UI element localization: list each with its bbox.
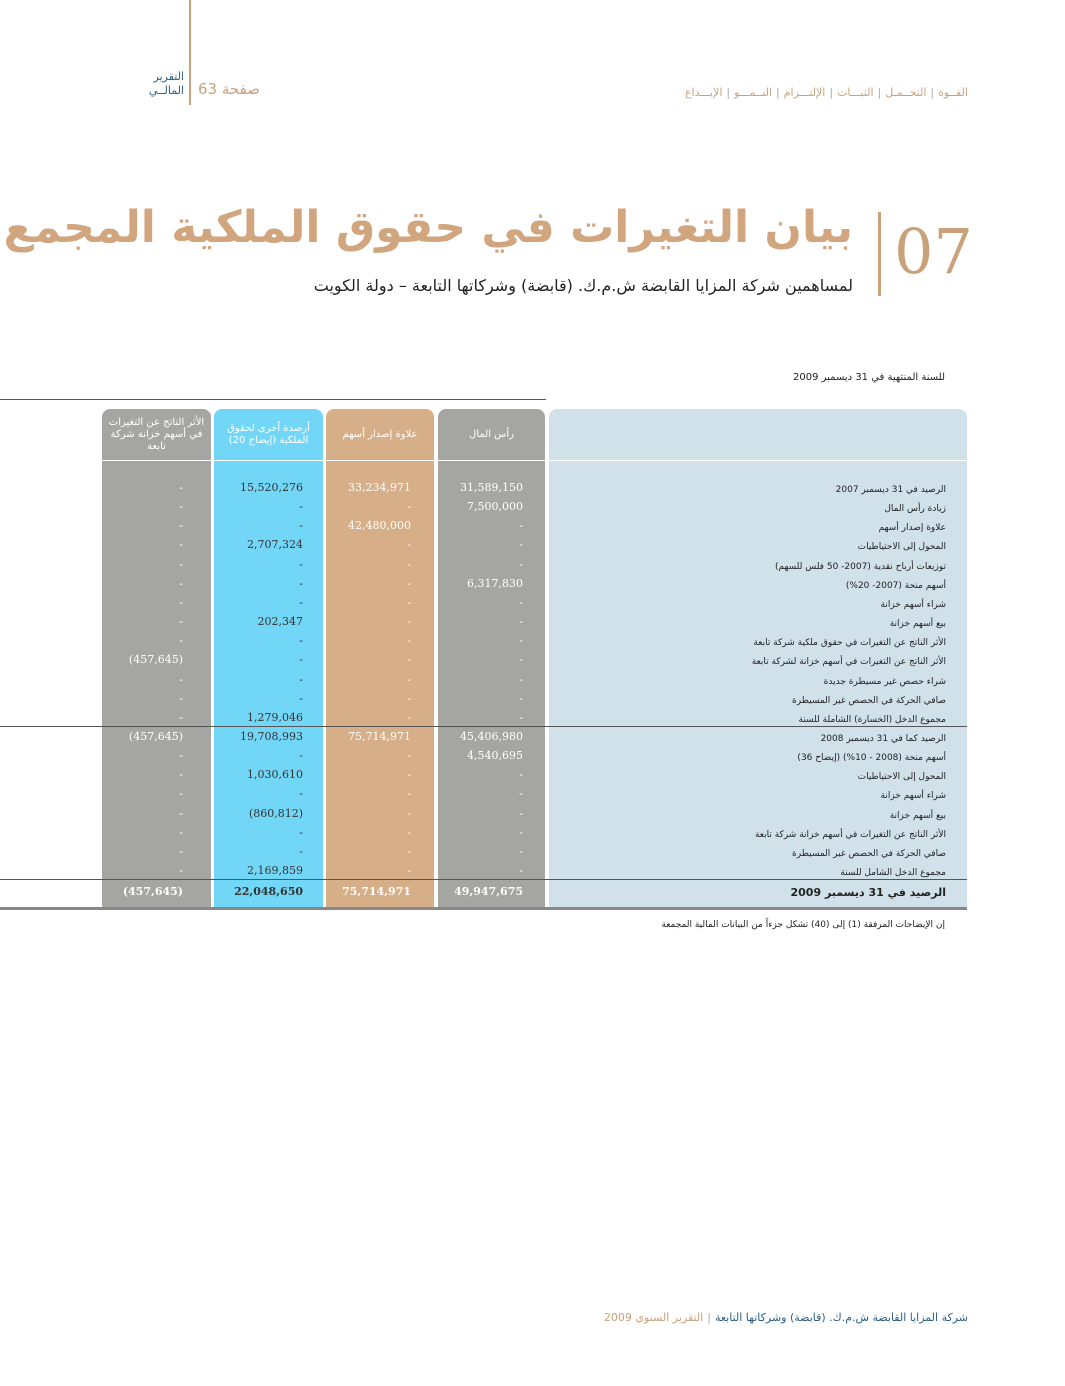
row-description: مجموع الدخل الشامل للسنة (840, 868, 946, 878)
cell-other-equity: 22,048,650 (234, 885, 303, 898)
cell-other-equity: - (299, 558, 303, 571)
cell-other-equity: - (299, 749, 303, 762)
report-label (132, 70, 184, 98)
value-item: الإلتـــزام (783, 86, 826, 99)
table-row (0, 497, 967, 516)
cell-other-equity: - (299, 577, 303, 590)
cell-other-equity: - (299, 826, 303, 839)
period-note: للسنة المنتهية في 31 ديسمبر 2009 (793, 372, 945, 383)
row-separator-2008 (0, 726, 967, 727)
cell-other-equity: - (299, 596, 303, 609)
value-item: الثبـــات (837, 86, 874, 99)
cell-other-equity: - (299, 500, 303, 513)
table-row (0, 516, 967, 535)
row-description: شراء أسهم خزانة (880, 600, 946, 610)
cell-treasury-effect: (457,645) (128, 653, 183, 666)
cell-capital: 49,947,675 (454, 885, 523, 898)
table-row (0, 882, 967, 901)
row-description: صافي الحركة في الحصص غير المسيطرة (792, 696, 946, 706)
cell-capital: - (519, 787, 523, 800)
header-rule-premium (326, 460, 434, 461)
cell-treasury-effect: (457,645) (122, 885, 183, 898)
row-description: الرصيد في 31 ديسمبر 2009 (790, 886, 946, 899)
cell-share-premium: - (407, 787, 411, 800)
cell-treasury-effect: - (179, 615, 183, 628)
values-separator: | (930, 86, 935, 99)
cell-other-equity: 202,347 (257, 615, 303, 628)
header-rule-other (214, 460, 323, 461)
cell-other-equity: 2,707,324 (247, 538, 303, 551)
cell-treasury-effect: - (179, 519, 183, 532)
row-description: الرصيد في 31 ديسمبر 2007 (835, 485, 946, 495)
table-row (0, 650, 967, 669)
row-description: الأثر الناتج عن التغيرات في أسهم خزانة شركة تابعة (754, 830, 946, 840)
header-rule-capital (438, 460, 545, 461)
footer-separator: | (707, 1311, 711, 1324)
cell-capital: - (519, 864, 523, 877)
table-row (0, 804, 967, 823)
table-row (0, 727, 967, 746)
table-row (0, 555, 967, 574)
table-footnote: إن الإيضاحات المرفقة (1) إلى (40) تشكل جزءاً من البيانات المالية المجمعة (661, 920, 945, 930)
cell-capital: - (519, 692, 523, 705)
row-description: أسهم منحة (2008 - 10%) (إيضاح 36) (797, 753, 946, 763)
row-description: الأثر الناتج عن التغيرات في أسهم خزانة لشركة تابعة (751, 657, 946, 667)
cell-share-premium: - (407, 577, 411, 590)
row-description: صافي الحركة في الحصص غير المسيطرة (792, 849, 946, 859)
cell-treasury-effect: (457,645) (128, 730, 183, 743)
cell-share-premium: - (407, 615, 411, 628)
page-indicator (198, 80, 260, 98)
values-separator: | (726, 86, 731, 99)
page-footer (604, 1311, 968, 1324)
cell-capital: - (519, 519, 523, 532)
table-top-rule (0, 399, 546, 400)
cell-other-equity: - (299, 653, 303, 666)
footer-company: شركة المزايا القابضة ش.م.ك. (قابضة) وشركاتها التابعة (714, 1311, 968, 1324)
report-label-line2: المالــي (148, 84, 184, 97)
cell-share-premium: - (407, 653, 411, 666)
table-row (0, 842, 967, 861)
row-description: المحول إلى الاحتياطيات (857, 772, 946, 782)
row-description: أسهم منحة (2007- 20%) (845, 581, 946, 591)
values-nav (685, 86, 968, 99)
cell-share-premium: 75,714,971 (342, 885, 411, 898)
cell-treasury-effect: - (179, 845, 183, 858)
cell-other-equity: 15,520,276 (240, 481, 303, 494)
cell-share-premium: - (407, 538, 411, 551)
cell-share-premium: 33,234,971 (348, 481, 411, 494)
cell-share-premium: 42,480,000 (348, 519, 411, 532)
cell-share-premium: - (407, 711, 411, 724)
row-description: الرصيد كما في 31 ديسمبر 2008 (820, 734, 946, 744)
row-description: علاوة إصدار أسهم (878, 523, 946, 533)
title-divider (878, 212, 881, 296)
cell-treasury-effect: - (179, 787, 183, 800)
cell-treasury-effect: - (179, 673, 183, 686)
page-subtitle: لمساهمين شركة المزايا القابضة ش.م.ك. (قابضة) وشركاتها التابعة – دولة الكويت (313, 276, 853, 295)
row-description: شراء حصص غير مسيطرة جديدة (823, 677, 946, 687)
table-row (0, 708, 967, 727)
header-capital: رأس المال (469, 429, 514, 440)
header-share-premium: علاوة إصدار أسهم (342, 429, 418, 440)
value-item: النــمـــو (734, 86, 773, 99)
cell-capital: - (519, 807, 523, 820)
cell-capital: - (519, 558, 523, 571)
table-row (0, 861, 967, 880)
cell-capital: - (519, 768, 523, 781)
cell-capital: - (519, 634, 523, 647)
table-row (0, 670, 967, 689)
page-title: بيان التغيرات في حقوق الملكية المجمع (3, 202, 853, 253)
report-label-line1: التقرير (153, 70, 184, 83)
row-description: مجموع الدخل (الخسارة) الشاملة للسنة (798, 715, 946, 725)
chapter-number: 07 (894, 215, 973, 288)
cell-treasury-effect: - (179, 826, 183, 839)
table-bottom-rule (0, 907, 967, 910)
cell-share-premium: - (407, 558, 411, 571)
table-row (0, 535, 967, 554)
cell-treasury-effect: - (179, 481, 183, 494)
cell-capital: - (519, 538, 523, 551)
cell-other-equity: - (299, 787, 303, 800)
cell-other-equity: (860,812) (248, 807, 303, 820)
table-row (0, 689, 967, 708)
cell-other-equity: - (299, 673, 303, 686)
cell-capital: - (519, 596, 523, 609)
value-item: القــوة (938, 86, 968, 99)
cell-share-premium: - (407, 500, 411, 513)
cell-other-equity: 2,169,859 (247, 864, 303, 877)
cell-share-premium: 75,714,971 (348, 730, 411, 743)
cell-treasury-effect: - (179, 500, 183, 513)
table-row (0, 593, 967, 612)
cell-capital: 31,589,150 (460, 481, 523, 494)
cell-share-premium: - (407, 634, 411, 647)
row-description: المحول إلى الاحتياطيات (857, 542, 946, 552)
cell-capital: - (519, 653, 523, 666)
cell-share-premium: - (407, 845, 411, 858)
cell-treasury-effect: - (179, 807, 183, 820)
table-row (0, 746, 967, 765)
row-separator-2009 (0, 879, 967, 880)
cell-treasury-effect: - (179, 768, 183, 781)
cell-capital: - (519, 845, 523, 858)
cell-other-equity: 1,279,046 (247, 711, 303, 724)
cell-other-equity: - (299, 634, 303, 647)
value-item: الإبـــداع (684, 86, 723, 99)
cell-other-equity: 1,030,610 (247, 768, 303, 781)
cell-treasury-effect: - (179, 634, 183, 647)
footer-report: التقرير السنوي 2009 (603, 1311, 704, 1324)
cell-share-premium: - (407, 673, 411, 686)
row-description: شراء أسهم خزانة (880, 791, 946, 801)
header-other-equity: أرصدة أخرى لحقوق الملكية (إيضاح 20) (227, 423, 310, 446)
table-row (0, 574, 967, 593)
page-word: صفحة (221, 80, 260, 98)
cell-capital: 4,540,695 (467, 749, 523, 762)
cell-treasury-effect: - (179, 692, 183, 705)
cell-share-premium: - (407, 864, 411, 877)
cell-capital: 7,500,000 (467, 500, 523, 513)
page-number: 63 (198, 80, 218, 98)
cell-treasury-effect: - (179, 864, 183, 877)
cell-share-premium: - (407, 768, 411, 781)
header-treasury-effect: الأثر الناتج عن التغيرات في أسهم خزانة شركة تابعة (108, 417, 205, 452)
values-separator: | (829, 86, 834, 99)
cell-treasury-effect: - (179, 596, 183, 609)
table-row (0, 765, 967, 784)
cell-other-equity: - (299, 519, 303, 532)
cell-capital: - (519, 615, 523, 628)
cell-treasury-effect: - (179, 538, 183, 551)
row-description: بيع أسهم خزانة (889, 811, 946, 821)
cell-share-premium: - (407, 807, 411, 820)
row-description: توزيعات أرباح نقدية (2007- 50 فلس للسهم) (774, 562, 946, 572)
values-separator: | (877, 86, 882, 99)
table-row (0, 478, 967, 497)
cell-share-premium: - (407, 826, 411, 839)
row-description: بيع أسهم خزانة (889, 619, 946, 629)
cell-treasury-effect: - (179, 711, 183, 724)
cell-treasury-effect: - (179, 749, 183, 762)
row-description: الأثر الناتج عن التغيرات في حقوق ملكية شركة تابعة (753, 638, 946, 648)
cell-share-premium: - (407, 749, 411, 762)
table-row (0, 784, 967, 803)
table-row (0, 631, 967, 650)
cell-capital: - (519, 826, 523, 839)
cell-capital: - (519, 711, 523, 724)
cell-capital: - (519, 673, 523, 686)
header-rule-desc (549, 460, 967, 461)
cell-share-premium: - (407, 692, 411, 705)
cell-treasury-effect: - (179, 558, 183, 571)
cell-share-premium: - (407, 596, 411, 609)
cell-other-equity: - (299, 845, 303, 858)
cell-other-equity: 19,708,993 (240, 730, 303, 743)
cell-other-equity: - (299, 692, 303, 705)
value-item: التحــمـل (885, 86, 927, 99)
cell-treasury-effect: - (179, 577, 183, 590)
values-separator: | (776, 86, 780, 99)
table-row (0, 612, 967, 631)
cell-capital: 45,406,980 (460, 730, 523, 743)
row-description: زيادة رأس المال (884, 504, 946, 514)
header-rule-treasury (102, 460, 211, 461)
cell-capital: 6,317,830 (467, 577, 523, 590)
header-divider (189, 0, 191, 105)
table-row (0, 823, 967, 842)
